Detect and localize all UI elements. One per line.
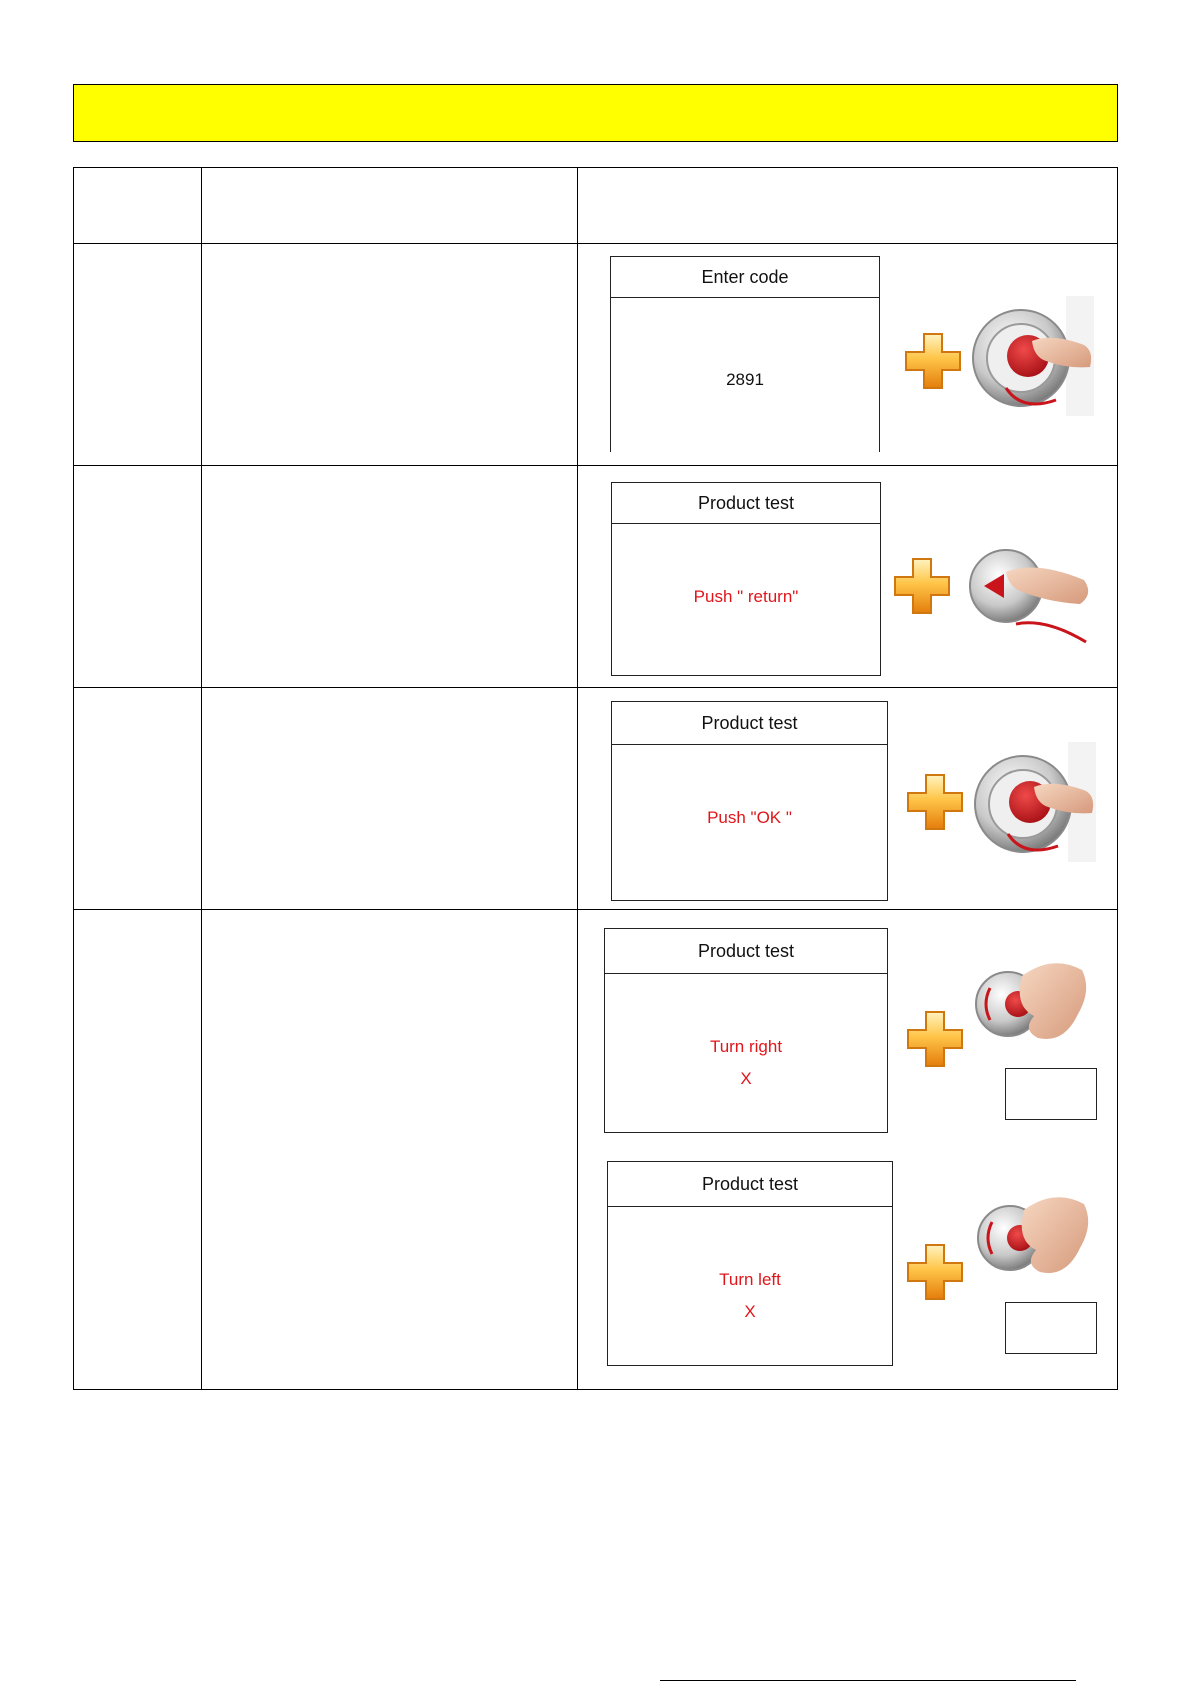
step-description-cell xyxy=(202,688,578,910)
screen-title: Enter code xyxy=(611,257,879,298)
display-screen xyxy=(611,701,888,901)
knob-turn-right-icon xyxy=(970,948,1090,1054)
display-screen-turn-right xyxy=(604,928,888,1133)
plus-icon xyxy=(906,1010,964,1068)
table-row xyxy=(74,910,1118,1390)
display-screen xyxy=(611,482,881,676)
display-cell xyxy=(578,910,1118,1390)
plus-icon xyxy=(893,557,951,615)
display-screen-turn-left xyxy=(607,1161,893,1366)
power-button-press-icon xyxy=(966,296,1094,416)
power-button-press-icon xyxy=(968,742,1096,862)
screen-instruction: Push " return" xyxy=(693,587,799,606)
screen-title: Product test xyxy=(612,483,880,524)
step-number-cell xyxy=(74,910,202,1390)
step-number-cell xyxy=(74,466,202,688)
value-box-left xyxy=(1005,1302,1097,1354)
display-cell xyxy=(578,244,1118,466)
display-screen xyxy=(610,256,880,452)
table-row xyxy=(74,688,1118,910)
plus-icon xyxy=(904,332,962,390)
header-cell-display xyxy=(578,168,1118,244)
step-description-cell xyxy=(202,244,578,466)
header-cell-step xyxy=(74,168,202,244)
plus-icon xyxy=(906,1243,964,1301)
step-description-cell xyxy=(202,910,578,1390)
procedure-table xyxy=(73,167,1118,1390)
value-box-right xyxy=(1005,1068,1097,1120)
screen-title: Product test xyxy=(608,1162,892,1207)
step-number-cell xyxy=(74,244,202,466)
screen-instruction: Turn left xyxy=(719,1270,781,1289)
display-cell xyxy=(578,466,1118,688)
header-cell-description xyxy=(202,168,578,244)
screen-title: Product test xyxy=(612,702,887,745)
footer-rule xyxy=(660,1680,1076,1681)
table-header-row xyxy=(74,168,1118,244)
plus-icon xyxy=(906,773,964,831)
screen-instruction: Push "OK " xyxy=(707,808,792,827)
screen-instruction: Turn right xyxy=(709,1037,783,1056)
display-cell xyxy=(578,688,1118,910)
step-description-cell xyxy=(202,466,578,688)
screen-value: X xyxy=(740,1069,752,1088)
knob-turn-left-icon xyxy=(972,1182,1092,1288)
step-number-cell xyxy=(74,688,202,910)
screen-title: Product test xyxy=(605,929,887,974)
screen-code: 2891 xyxy=(726,370,764,389)
return-button-press-icon xyxy=(966,528,1094,648)
table-row xyxy=(74,244,1118,466)
title-banner xyxy=(73,84,1118,142)
screen-value: X xyxy=(744,1302,756,1321)
table-row xyxy=(74,466,1118,688)
